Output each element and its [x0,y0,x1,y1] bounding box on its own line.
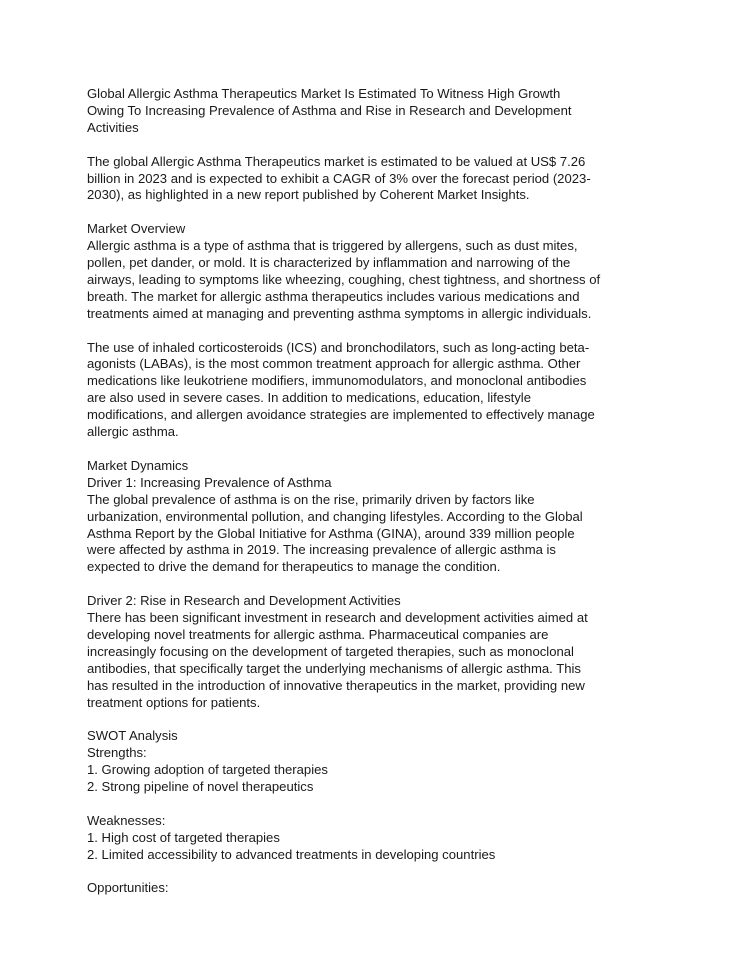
text-line: airways, leading to symptoms like wheezing, coughing, chest tightness, and shortness of [87,271,601,287]
section-heading: Market Overview [87,221,186,237]
list-item: 2. Strong pipeline of novel therapeutics [87,779,314,795]
text-line: modifications, and allergen avoidance strategies are implemented to effectively manage [87,407,595,423]
text-line: The global Allergic Asthma Therapeutics market is estimated to be valued at US$ 7.26 [87,153,586,169]
text-line: increasingly focusing on the development of targeted therapies, such as monoclonal [87,643,574,659]
document-title [87,86,667,137]
list-item: 1. High cost of targeted therapies [87,829,280,845]
text-line: breath. The market for allergic asthma therapeutics includes various medications and [87,288,580,304]
text-line: allergic asthma. [87,424,179,440]
title-line: Owing To Increasing Prevalence of Asthma and Rise in Research and Development [87,102,572,118]
weaknesses-section [87,813,667,864]
market-overview-section [87,221,667,322]
text-line: medications like leukotriene modifiers, immunomodulators, and monoclonal antibodies [87,373,587,389]
text-line: billion in 2023 and is expected to exhibit a CAGR of 3% over the forecast period (2023- [87,170,591,186]
document-page [87,86,667,897]
text-line: has resulted in the introduction of innovative therapeutics in the market, providing new [87,677,585,693]
section-heading: SWOT Analysis [87,728,178,744]
title-line: Global Allergic Asthma Therapeutics Market Is Estimated To Witness High Growth [87,86,561,101]
list-item: 1. Growing adoption of targeted therapies [87,762,328,778]
text-line: agonists (LABAs), is the most common treatment approach for allergic asthma. Other [87,356,581,372]
text-line: treatment options for patients. [87,694,261,710]
subsection-heading: Opportunities: [87,880,169,896]
subsection-heading: Driver 1: Increasing Prevalence of Asthma [87,474,332,490]
subsection-heading: Driver 2: Rise in Research and Development Activities [87,593,401,609]
text-line: Asthma Report by the Global Initiative for Asthma (GINA), around 339 million people [87,525,575,541]
text-line: pollen, pet dander, or mold. It is characterized by inflammation and narrowing of the [87,255,571,271]
market-dynamics-section [87,458,667,576]
driver-2-section [87,593,667,711]
text-line: antibodies, that specifically target the underlying mechanisms of allergic asthma. This [87,660,581,676]
text-line: There has been significant investment in research and development activities aimed at [87,610,588,626]
swot-section [87,728,667,796]
list-item: 2. Limited accessibility to advanced treatments in developing countries [87,846,496,862]
intro-paragraph [87,154,667,205]
text-line: 2030), as highlighted in a new report published by Coherent Market Insights. [87,187,530,203]
opportunities-section [87,880,667,897]
title-line: Activities [87,119,139,135]
text-line: were affected by asthma in 2019. The increasing prevalence of allergic asthma is [87,542,556,558]
text-line: urbanization, environmental pollution, and changing lifestyles. According to the Global [87,508,583,524]
text-line: The global prevalence of asthma is on the rise, primarily driven by factors like [87,491,535,507]
text-line: developing novel treatments for allergic asthma. Pharmaceutical companies are [87,626,549,642]
section-heading: Market Dynamics [87,457,189,473]
text-line: expected to drive the demand for therapeutics to manage the condition. [87,559,501,575]
text-line: Allergic asthma is a type of asthma that is triggered by allergens, such as dust mites, [87,238,578,254]
subsection-heading: Strengths: [87,745,147,761]
text-line: The use of inhaled corticosteroids (ICS) and bronchodilators, such as long-acting beta- [87,339,590,355]
text-line: treatments aimed at managing and preventing asthma symptoms in allergic individuals. [87,305,592,321]
overview-paragraph-2 [87,340,667,441]
text-line: are also used in severe cases. In addition to medications, education, lifestyle [87,390,531,406]
subsection-heading: Weaknesses: [87,812,166,828]
